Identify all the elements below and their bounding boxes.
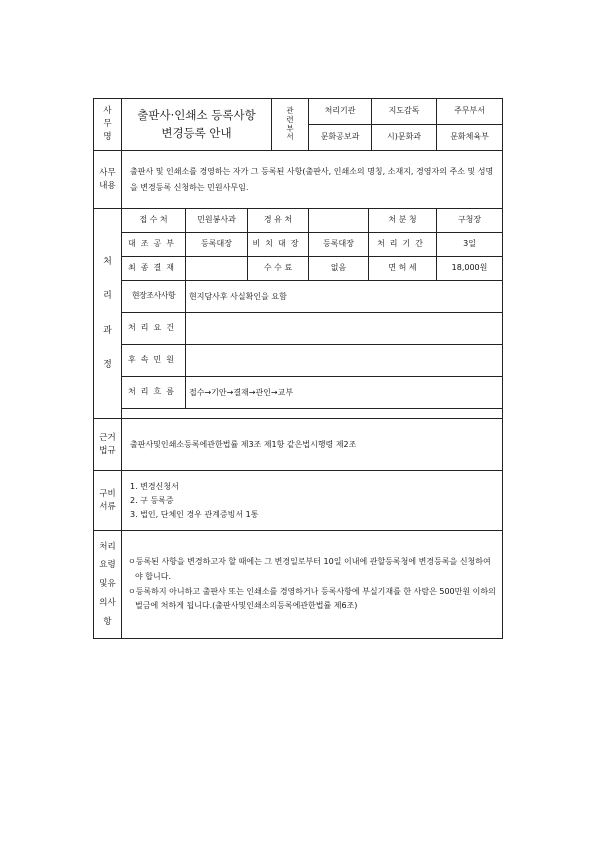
docs-item: 3. 법인, 단체인 경우 관계증빙서 1통 [130, 509, 259, 519]
register-label: 비치대장 [248, 233, 309, 257]
license-label: 면 허 세 [369, 257, 437, 281]
docs-list [122, 471, 503, 531]
col1-value: 문화공보과 [309, 125, 372, 151]
inspection-label: 현장조사사항 [122, 281, 186, 313]
dispose-value: 구청장 [437, 209, 503, 233]
followup-label: 후속민원 [122, 345, 186, 377]
flow-value: 접수→기안→결재→관인→교부 [186, 377, 503, 409]
notes-text [122, 531, 503, 639]
ledger-label: 대조공부 [122, 233, 186, 257]
content-label: 사무내용 [94, 151, 122, 209]
title-line1: 출판사·인쇄소 등록사항 [137, 108, 256, 123]
reception-value: 민원봉사과 [186, 209, 248, 233]
reception-label: 접 수 처 [122, 209, 186, 233]
period-value: 3일 [437, 233, 503, 257]
process-spacer [122, 409, 503, 419]
ledger-value: 등록대장 [186, 233, 248, 257]
docs-item: 1. 변경신청서 [130, 481, 179, 491]
requirement-value [186, 313, 503, 345]
col3-value: 문화체육부 [437, 125, 503, 151]
final-value [186, 257, 248, 281]
register-value: 등록대장 [309, 233, 369, 257]
notes-item: ㅇ등록하지 아니하고 출판사 또는 인쇄소를 경영하거나 등록사항에 부실기재를 한 사람은 500만원 이하의 벌금에 처하게 됩니다.(출판사및인쇄소의등록에관한법률 제6조) [128, 586, 496, 611]
route-value [309, 209, 369, 233]
license-value: 18,000원 [437, 257, 503, 281]
docs-label: 구비서류 [94, 471, 122, 531]
title-cell [122, 99, 272, 151]
notes-label: 처리요령및유의사항 [94, 531, 122, 639]
fee-label: 수 수 료 [248, 257, 309, 281]
requirement-label: 처리요건 [122, 313, 186, 345]
final-label: 최종결재 [122, 257, 186, 281]
law-text: 출판사및인쇄소등록에관한법률 제3조 제1항 같은법시행령 제2조 [122, 419, 503, 471]
dispose-label: 처 분 청 [369, 209, 437, 233]
related-label: 관련부서 [272, 99, 309, 151]
inspection-value: 현지담사후 사실확인을 요함 [186, 281, 503, 313]
route-label: 경 유 처 [248, 209, 309, 233]
content-text: 출판사 및 인쇄소를 경영하는 자가 그 등록된 사항(출판사, 인쇄소의 명칭, 소재지, 경영자의 주소 및 성명을 변경등록 신청하는 민원사무임. [122, 151, 503, 209]
law-label: 근거법규 [94, 419, 122, 471]
form-table [93, 98, 503, 639]
docs-item: 2. 구 등록증 [130, 495, 174, 505]
title-line2: 변경등록 안내 [161, 125, 232, 140]
col2-head: 지도감독 [372, 99, 437, 125]
process-label: 처리과정 [94, 209, 122, 419]
followup-value [186, 345, 503, 377]
guide-form [93, 98, 502, 639]
header-label: 사무명 [94, 99, 122, 151]
period-label: 처리기간 [369, 233, 437, 257]
col2-value: 시)문화과 [372, 125, 437, 151]
fee-value: 없음 [309, 257, 369, 281]
col1-head: 처리기관 [309, 99, 372, 125]
notes-item: ㅇ등록된 사항을 변경하고자 할 때에는 그 변경일로부터 10일 이내에 관할등록청에 변경등록을 신청하여야 합니다. [128, 556, 491, 581]
flow-label: 처리흐름 [122, 377, 186, 409]
col3-head: 주무부서 [437, 99, 503, 125]
